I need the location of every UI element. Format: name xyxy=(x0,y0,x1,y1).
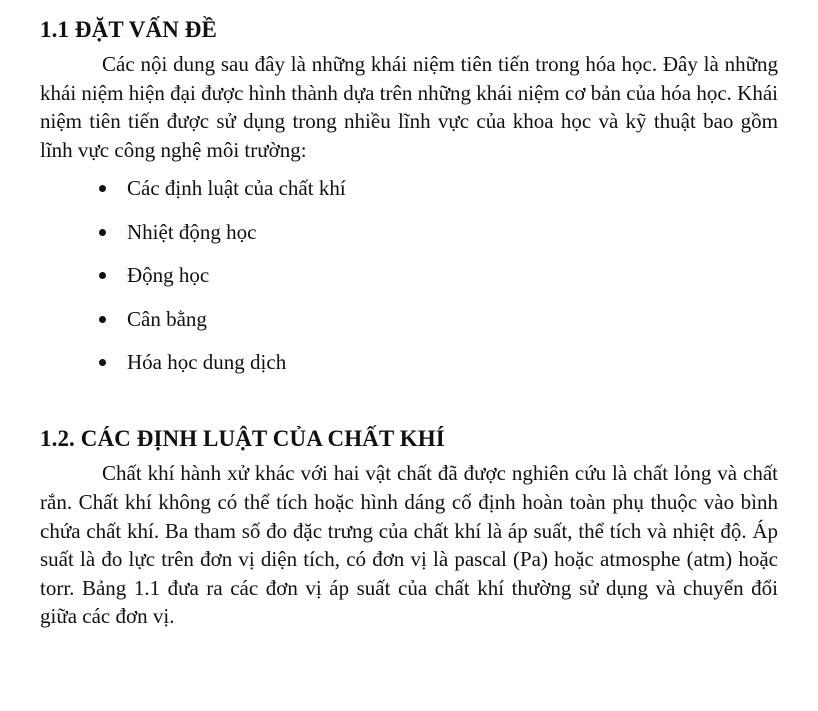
list-item-text: Động học xyxy=(127,263,210,288)
bullet-icon xyxy=(99,229,106,236)
bullet-icon xyxy=(99,272,106,279)
section-2-heading: 1.2. CÁC ĐỊNH LUẬT CỦA CHẤT KHÍ xyxy=(40,426,445,452)
bullet-icon xyxy=(99,316,106,323)
topic-list xyxy=(40,174,778,376)
list-item xyxy=(40,305,778,333)
section-2 xyxy=(40,423,778,631)
list-item-text: Nhiệt động học xyxy=(127,219,257,244)
section-1-paragraph: Các nội dung sau đây là những khái niệm tiên tiến trong hóa học. Đây là những khái niệm hiện đại được hình thành dựa trên những khái niệm cơ bản của hóa học. Khái niệm tiên tiến được sử dụng trong nhiều lĩnh vực của khoa học và kỹ thuật bao gồm lĩnh vực công nghệ môi trường: xyxy=(40,52,778,162)
bullet-icon xyxy=(99,359,106,366)
section-1-heading: 1.1 ĐẶT VẤN ĐỀ xyxy=(40,17,217,42)
bullet-icon xyxy=(99,185,106,192)
section-1 xyxy=(40,14,778,376)
list-item-text: Cân bằng xyxy=(127,306,207,331)
list-item xyxy=(40,174,778,202)
section-2-paragraph: Chất khí hành xử khác với hai vật chất đã được nghiên cứu là chất lỏng và chất rắn. Chất khí không có thể tích hoặc hình dáng cố định hoàn toàn phụ thuộc vào bình chứa chất khí. Ba tham số đo đặc trưng của chất khí là áp suất, thể tích và nhiệt độ. Áp suất là đo lực trên đơn vị diện tích, có đơn vị là pascal (Pa) hoặc atmosphe (atm) hoặc torr. Bảng 1.1 đưa ra các đơn vị áp suất của chất khí thường sử dụng và chuyển đổi giữa các đơn vị. xyxy=(40,461,778,629)
list-item xyxy=(40,261,778,289)
list-item-text: Hóa học dung dịch xyxy=(127,350,287,375)
list-item-text: Các định luật của chất khí xyxy=(127,176,346,201)
list-item xyxy=(40,348,778,376)
list-item xyxy=(40,218,778,246)
